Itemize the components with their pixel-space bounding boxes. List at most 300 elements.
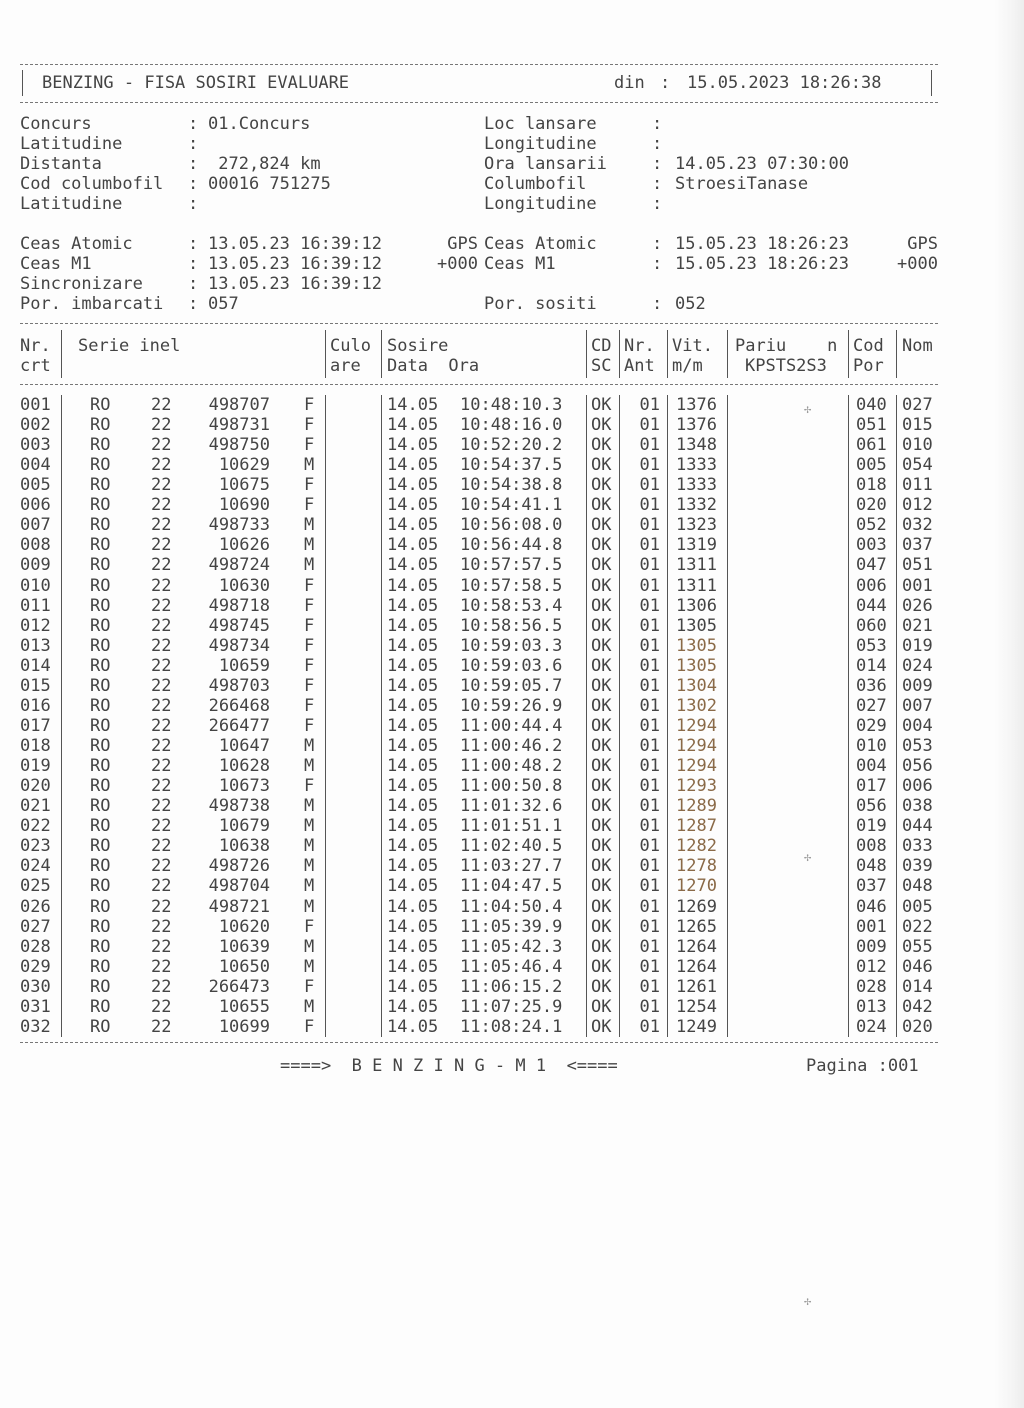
cell-year: 22 xyxy=(151,876,172,897)
cell-vit: 1278 xyxy=(676,856,717,877)
cell-ring: 10699 xyxy=(218,1016,270,1037)
cell-cd: OK xyxy=(591,595,612,616)
info-left-sep: : xyxy=(188,134,199,154)
col-vit-header: Vit. xyxy=(672,336,713,356)
clock-left-value: 13.05.23 16:39:12 xyxy=(208,274,382,294)
cell-nom: 054 xyxy=(902,455,933,476)
cell-vit: 1319 xyxy=(676,535,717,556)
cell-vit: 1254 xyxy=(676,996,717,1017)
cell-nr: 020 xyxy=(20,776,51,797)
cell-nr: 004 xyxy=(20,455,51,476)
cell-sex: F xyxy=(304,475,315,496)
cell-vit: 1376 xyxy=(676,395,717,415)
cell-ant: 01 xyxy=(639,555,660,576)
cell-year: 22 xyxy=(151,796,172,817)
cell-ant: 01 xyxy=(639,635,660,656)
cell-cd: OK xyxy=(591,475,612,496)
cell-ring: 498750 xyxy=(208,435,270,456)
info-right-label: Columbofil xyxy=(484,174,587,194)
cell-ant: 01 xyxy=(639,495,660,516)
cell-vit: 1289 xyxy=(676,796,717,817)
cell-ant: 01 xyxy=(639,976,660,997)
cell-ring: 498703 xyxy=(208,675,270,696)
cell-date: 14.05 xyxy=(387,555,439,576)
cell-cd: OK xyxy=(591,395,612,415)
cell-nom: 053 xyxy=(902,736,933,757)
col-nom-header: Nom xyxy=(902,336,933,356)
cell-cd: OK xyxy=(591,415,612,436)
cell-year: 22 xyxy=(151,535,172,556)
cell-nr: 024 xyxy=(20,856,51,877)
table-bottom-rule xyxy=(20,1042,938,1043)
info-left-label: Cod columbofil xyxy=(20,174,164,194)
cell-ring: 498721 xyxy=(208,896,270,917)
cell-year: 22 xyxy=(151,575,172,596)
cell-cod: 036 xyxy=(856,675,887,696)
cell-time: 10:52:20.2 xyxy=(460,435,563,456)
cell-nr: 022 xyxy=(20,816,51,837)
cell-time: 11:01:32.6 xyxy=(460,796,563,817)
cell-nr: 016 xyxy=(20,695,51,716)
speck-mark: ✢ xyxy=(804,850,812,864)
cell-time: 10:59:26.9 xyxy=(460,695,563,716)
cell-cod: 061 xyxy=(856,435,887,456)
cell-ring: 10639 xyxy=(218,936,270,957)
cell-nom: 024 xyxy=(902,655,933,676)
cell-cod: 040 xyxy=(856,395,887,415)
cell-ant: 01 xyxy=(639,776,660,797)
header-column-separator xyxy=(896,330,897,378)
cell-time: 11:05:42.3 xyxy=(460,936,563,957)
cell-country: RO xyxy=(90,856,111,877)
report-date-value: 15.05.2023 18:26:38 xyxy=(687,73,882,93)
cell-nr: 006 xyxy=(20,495,51,516)
cell-time: 10:58:56.5 xyxy=(460,615,563,636)
cell-cd: OK xyxy=(591,836,612,857)
cell-ant: 01 xyxy=(639,515,660,536)
cell-time: 10:58:53.4 xyxy=(460,595,563,616)
cell-nr: 011 xyxy=(20,595,51,616)
cell-nom: 037 xyxy=(902,535,933,556)
cell-time: 11:00:50.8 xyxy=(460,776,563,797)
header-top-rule xyxy=(20,64,938,65)
cell-country: RO xyxy=(90,555,111,576)
cell-vit: 1332 xyxy=(676,495,717,516)
cell-sex: M xyxy=(304,796,315,817)
col-serie-header: Serie inel xyxy=(78,336,181,356)
header-bottom-rule xyxy=(20,102,938,103)
cell-cod: 019 xyxy=(856,816,887,837)
header-right-border xyxy=(931,70,932,96)
cell-vit: 1306 xyxy=(676,595,717,616)
cell-time: 10:57:57.5 xyxy=(460,555,563,576)
info-right-sep: : xyxy=(652,194,663,214)
clock-right-value: 052 xyxy=(675,294,706,314)
cell-cd: OK xyxy=(591,936,612,957)
cell-date: 14.05 xyxy=(387,535,439,556)
info-right-sep: : xyxy=(652,134,663,154)
clock-right-sep: : xyxy=(652,294,663,314)
cell-nom: 048 xyxy=(902,876,933,897)
cell-cod: 001 xyxy=(856,916,887,937)
cell-nom: 042 xyxy=(902,996,933,1017)
cell-country: RO xyxy=(90,1016,111,1037)
cell-year: 22 xyxy=(151,595,172,616)
col-cod-header-2: Por xyxy=(853,356,884,376)
cell-nom: 039 xyxy=(902,856,933,877)
cell-year: 22 xyxy=(151,756,172,777)
cell-nom: 044 xyxy=(902,816,933,837)
cell-date: 14.05 xyxy=(387,595,439,616)
cell-sex: F xyxy=(304,615,315,636)
cell-sex: F xyxy=(304,976,315,997)
cell-ant: 01 xyxy=(639,455,660,476)
clock-right-value: 15.05.23 18:26:23 xyxy=(675,234,849,254)
cell-ant: 01 xyxy=(639,996,660,1017)
cell-year: 22 xyxy=(151,776,172,797)
cell-ant: 01 xyxy=(639,916,660,937)
cell-ant: 01 xyxy=(639,896,660,917)
page-number: Pagina :001 xyxy=(806,1056,919,1076)
cell-country: RO xyxy=(90,916,111,937)
cell-date: 14.05 xyxy=(387,1016,439,1037)
cell-ant: 01 xyxy=(639,615,660,636)
cell-time: 11:03:27.7 xyxy=(460,856,563,877)
column-separator xyxy=(896,395,897,1037)
cell-nom: 019 xyxy=(902,635,933,656)
cell-country: RO xyxy=(90,595,111,616)
cell-sex: M xyxy=(304,756,315,777)
cell-vit: 1323 xyxy=(676,515,717,536)
cell-country: RO xyxy=(90,816,111,837)
info-right-label: Longitudine xyxy=(484,194,597,214)
cell-cd: OK xyxy=(591,435,612,456)
info-right-sep: : xyxy=(652,174,663,194)
cell-nom: 056 xyxy=(902,756,933,777)
cell-cod: 056 xyxy=(856,796,887,817)
cell-nr: 027 xyxy=(20,916,51,937)
cell-ant: 01 xyxy=(639,715,660,736)
cell-country: RO xyxy=(90,395,111,415)
cell-cd: OK xyxy=(591,635,612,656)
cell-cod: 037 xyxy=(856,876,887,897)
cell-cod: 046 xyxy=(856,896,887,917)
cell-cod: 008 xyxy=(856,836,887,857)
cell-cod: 024 xyxy=(856,1016,887,1037)
cell-date: 14.05 xyxy=(387,936,439,957)
cell-country: RO xyxy=(90,796,111,817)
cell-date: 14.05 xyxy=(387,736,439,757)
cell-cod: 020 xyxy=(856,495,887,516)
clock-right-value: 15.05.23 18:26:23 xyxy=(675,254,849,274)
info-right-label: Ora lansarii xyxy=(484,154,607,174)
cell-nom: 012 xyxy=(902,495,933,516)
cell-year: 22 xyxy=(151,475,172,496)
speck-mark: ✢ xyxy=(804,402,812,416)
cell-sex: M xyxy=(304,896,315,917)
cell-time: 11:04:50.4 xyxy=(460,896,563,917)
column-separator xyxy=(727,395,728,1037)
cell-cd: OK xyxy=(591,715,612,736)
clock-left-suffix: GPS xyxy=(447,234,478,254)
cell-cd: OK xyxy=(591,675,612,696)
cell-cd: OK xyxy=(591,896,612,917)
cell-nr: 014 xyxy=(20,655,51,676)
info-right-value: 14.05.23 07:30:00 xyxy=(675,154,849,174)
cell-date: 14.05 xyxy=(387,435,439,456)
cell-sex: F xyxy=(304,635,315,656)
cell-sex: M xyxy=(304,856,315,877)
cell-year: 22 xyxy=(151,655,172,676)
cell-cod: 027 xyxy=(856,695,887,716)
cell-date: 14.05 xyxy=(387,976,439,997)
column-separator xyxy=(619,395,620,1037)
cell-ring: 498704 xyxy=(208,876,270,897)
cell-ant: 01 xyxy=(639,475,660,496)
clock-left-value: 13.05.23 16:39:12 xyxy=(208,254,382,274)
cell-date: 14.05 xyxy=(387,816,439,837)
cell-ant: 01 xyxy=(639,736,660,757)
cell-cd: OK xyxy=(591,996,612,1017)
cell-cod: 009 xyxy=(856,936,887,957)
cell-date: 14.05 xyxy=(387,715,439,736)
cell-nr: 008 xyxy=(20,535,51,556)
clock-left-label: Ceas Atomic xyxy=(20,234,133,254)
cell-cod: 012 xyxy=(856,956,887,977)
cell-country: RO xyxy=(90,756,111,777)
cell-ant: 01 xyxy=(639,936,660,957)
cell-time: 10:54:37.5 xyxy=(460,455,563,476)
cell-ant: 01 xyxy=(639,796,660,817)
cell-cd: OK xyxy=(591,555,612,576)
cell-date: 14.05 xyxy=(387,655,439,676)
cell-ant: 01 xyxy=(639,1016,660,1037)
cell-time: 10:59:03.3 xyxy=(460,635,563,656)
cell-time: 11:05:39.9 xyxy=(460,916,563,937)
cell-cd: OK xyxy=(591,575,612,596)
info-right-sep: : xyxy=(652,114,663,134)
cell-vit: 1270 xyxy=(676,876,717,897)
cell-sex: F xyxy=(304,415,315,436)
cell-nom: 005 xyxy=(902,896,933,917)
cell-nom: 010 xyxy=(902,435,933,456)
cell-nr: 023 xyxy=(20,836,51,857)
cell-ant: 01 xyxy=(639,415,660,436)
cell-ant: 01 xyxy=(639,575,660,596)
cell-country: RO xyxy=(90,415,111,436)
cell-cd: OK xyxy=(591,916,612,937)
cell-year: 22 xyxy=(151,495,172,516)
cell-cd: OK xyxy=(591,796,612,817)
cell-cd: OK xyxy=(591,756,612,777)
cell-sex: M xyxy=(304,936,315,957)
cell-ring: 498731 xyxy=(208,415,270,436)
cell-time: 10:48:10.3 xyxy=(460,395,563,415)
col-pariu-header: Pariu n xyxy=(735,336,838,356)
cell-vit: 1294 xyxy=(676,736,717,757)
header-left-border xyxy=(22,70,23,96)
header-column-separator xyxy=(667,330,668,378)
cell-date: 14.05 xyxy=(387,575,439,596)
cell-ant: 01 xyxy=(639,395,660,415)
info-left-sep: : xyxy=(188,154,199,174)
cell-date: 14.05 xyxy=(387,796,439,817)
cell-sex: M xyxy=(304,455,315,476)
cell-nr: 028 xyxy=(20,936,51,957)
cell-cod: 052 xyxy=(856,515,887,536)
cell-country: RO xyxy=(90,435,111,456)
cell-nr: 005 xyxy=(20,475,51,496)
cell-country: RO xyxy=(90,455,111,476)
cell-cd: OK xyxy=(591,816,612,837)
table-header-rule xyxy=(20,384,938,385)
cell-vit: 1304 xyxy=(676,675,717,696)
cell-year: 22 xyxy=(151,916,172,937)
info-left-label: Distanta xyxy=(20,154,102,174)
cell-country: RO xyxy=(90,996,111,1017)
cell-cod: 060 xyxy=(856,615,887,636)
cell-nom: 009 xyxy=(902,675,933,696)
cell-cd: OK xyxy=(591,856,612,877)
cell-vit: 1249 xyxy=(676,1016,717,1037)
cell-nr: 025 xyxy=(20,876,51,897)
header-column-separator xyxy=(848,330,849,378)
cell-ring: 498707 xyxy=(208,395,270,415)
report-title: BENZING - FISA SOSIRI EVALUARE xyxy=(42,73,350,93)
cell-year: 22 xyxy=(151,615,172,636)
cell-sex: F xyxy=(304,595,315,616)
clock-left-value: 057 xyxy=(208,294,239,314)
cell-cod: 048 xyxy=(856,856,887,877)
cell-nr: 001 xyxy=(20,395,51,415)
cell-vit: 1264 xyxy=(676,936,717,957)
info-right-label: Longitudine xyxy=(484,134,597,154)
info-right-sep: : xyxy=(652,154,663,174)
cell-time: 11:07:25.9 xyxy=(460,996,563,1017)
cell-ring: 10655 xyxy=(218,996,270,1017)
cell-nr: 003 xyxy=(20,435,51,456)
cell-time: 10:59:03.6 xyxy=(460,655,563,676)
cell-vit: 1348 xyxy=(676,435,717,456)
cell-ring: 498726 xyxy=(208,856,270,877)
cell-ring: 498733 xyxy=(208,515,270,536)
cell-time: 11:06:15.2 xyxy=(460,976,563,997)
cell-cod: 005 xyxy=(856,455,887,476)
cell-nom: 033 xyxy=(902,836,933,857)
cell-sex: F xyxy=(304,776,315,797)
column-separator xyxy=(848,395,849,1037)
cell-cod: 029 xyxy=(856,715,887,736)
cell-nom: 032 xyxy=(902,515,933,536)
cell-country: RO xyxy=(90,715,111,736)
cell-country: RO xyxy=(90,495,111,516)
column-separator xyxy=(381,395,382,1037)
cell-ring: 10630 xyxy=(218,575,270,596)
cell-ant: 01 xyxy=(639,816,660,837)
cell-nom: 011 xyxy=(902,475,933,496)
cell-nr: 030 xyxy=(20,976,51,997)
cell-year: 22 xyxy=(151,936,172,957)
cell-nom: 007 xyxy=(902,695,933,716)
cell-ring: 498745 xyxy=(208,615,270,636)
cell-year: 22 xyxy=(151,856,172,877)
cell-date: 14.05 xyxy=(387,756,439,777)
cell-year: 22 xyxy=(151,695,172,716)
cell-country: RO xyxy=(90,675,111,696)
cell-time: 10:54:41.1 xyxy=(460,495,563,516)
cell-vit: 1293 xyxy=(676,776,717,797)
cell-sex: M xyxy=(304,515,315,536)
cell-date: 14.05 xyxy=(387,615,439,636)
info-right-value: StroesiTanase xyxy=(675,174,809,194)
cell-country: RO xyxy=(90,575,111,596)
cell-date: 14.05 xyxy=(387,675,439,696)
cell-year: 22 xyxy=(151,1016,172,1037)
cell-nr: 026 xyxy=(20,896,51,917)
cell-cd: OK xyxy=(591,876,612,897)
clock-right-sep: : xyxy=(652,234,663,254)
cell-country: RO xyxy=(90,976,111,997)
column-separator xyxy=(586,395,587,1037)
cell-country: RO xyxy=(90,876,111,897)
cell-vit: 1311 xyxy=(676,555,717,576)
cell-ant: 01 xyxy=(639,956,660,977)
cell-nom: 014 xyxy=(902,976,933,997)
cell-ring: 266477 xyxy=(208,715,270,736)
cell-country: RO xyxy=(90,655,111,676)
info-left-value: 272,824 km xyxy=(208,154,321,174)
table-top-rule xyxy=(20,323,938,324)
column-separator xyxy=(325,395,326,1037)
cell-cod: 010 xyxy=(856,736,887,757)
cell-date: 14.05 xyxy=(387,916,439,937)
clock-left-sep: : xyxy=(188,274,199,294)
cell-sex: M xyxy=(304,736,315,757)
cell-year: 22 xyxy=(151,555,172,576)
clock-right-suffix: GPS xyxy=(907,234,938,254)
cell-cd: OK xyxy=(591,776,612,797)
cell-nr: 012 xyxy=(20,615,51,636)
col-cd-header-2: SC xyxy=(591,356,612,376)
clock-left-sep: : xyxy=(188,234,199,254)
cell-time: 11:00:48.2 xyxy=(460,756,563,777)
cell-ant: 01 xyxy=(639,695,660,716)
cell-ring: 10679 xyxy=(218,816,270,837)
cell-cod: 003 xyxy=(856,535,887,556)
cell-nom: 004 xyxy=(902,715,933,736)
cell-date: 14.05 xyxy=(387,956,439,977)
cell-nom: 020 xyxy=(902,1016,933,1037)
cell-sex: F xyxy=(304,435,315,456)
cell-time: 11:08:24.1 xyxy=(460,1016,563,1037)
cell-nr: 009 xyxy=(20,555,51,576)
cell-cod: 044 xyxy=(856,595,887,616)
cell-nr: 017 xyxy=(20,715,51,736)
cell-date: 14.05 xyxy=(387,836,439,857)
cell-cod: 004 xyxy=(856,756,887,777)
cell-nr: 010 xyxy=(20,575,51,596)
cell-vit: 1269 xyxy=(676,896,717,917)
cell-year: 22 xyxy=(151,395,172,415)
cell-time: 11:00:44.4 xyxy=(460,715,563,736)
cell-cod: 018 xyxy=(856,475,887,496)
cell-country: RO xyxy=(90,515,111,536)
cell-date: 14.05 xyxy=(387,415,439,436)
cell-date: 14.05 xyxy=(387,776,439,797)
speck-mark: ✢ xyxy=(804,1294,812,1308)
col-culo-header-2: are xyxy=(330,356,361,376)
cell-ant: 01 xyxy=(639,675,660,696)
